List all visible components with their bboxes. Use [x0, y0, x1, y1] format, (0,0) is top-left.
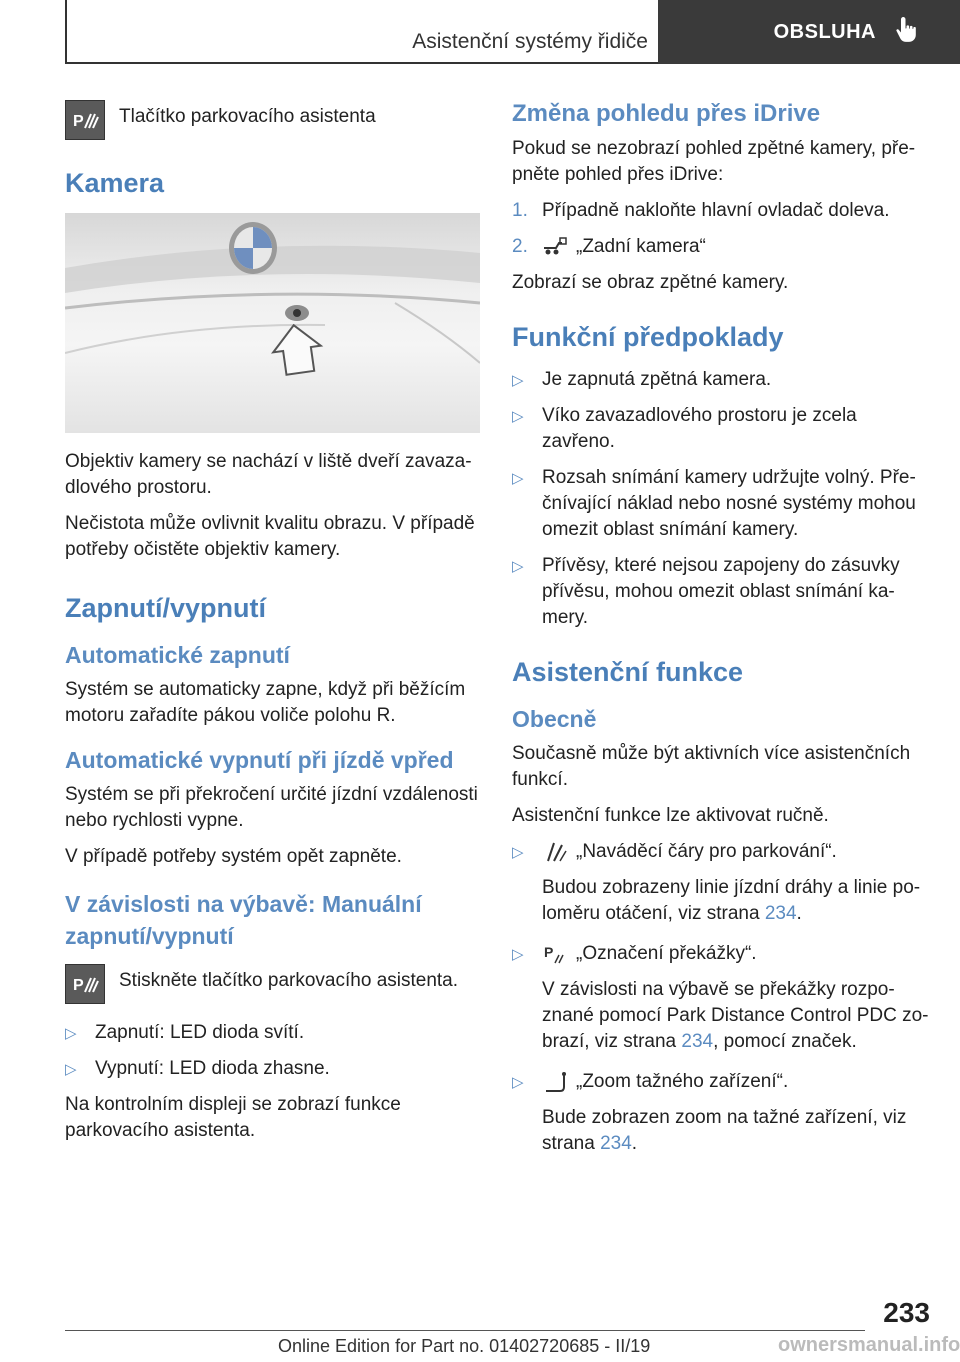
function-description: V závislosti na výbavě se překážky rozpoznané pomocí Park Distance Control PDC zobrazí, viz strana 234, pomocí značek. — [542, 979, 929, 1052]
general-heading: Obecně — [512, 706, 597, 732]
list-item: ▷ Zapnutí: LED dioda svítí. — [65, 1020, 480, 1046]
list-item: ▷ Je zapnutá zpětná kamera. — [512, 367, 932, 393]
watermark: ownersmanual.info — [778, 1334, 960, 1356]
triangle-bullet-icon: ▷ — [65, 1061, 77, 1078]
list-item: 1. Případně nakloňte hlavní ovladač doleva. — [512, 200, 890, 221]
camera-heading: Kamera — [65, 168, 165, 198]
auto-off-text-1: Systém se při překročení určité jízdní vzdálenosti nebo rychlosti vypne. — [65, 784, 478, 831]
idrive-text: Pokud se nezobrazí pohled zpětné kamery, přepněte pohled přes iDrive: — [512, 138, 916, 185]
hand-pointer-icon — [894, 15, 920, 50]
tow-hitch-icon — [542, 1071, 568, 1093]
list-item: ▷ Rozsah snímání kamery udržujte volný. Přečnívající náklad nebo nosné systémy mohou omezit oblast snímání kamery. — [512, 467, 916, 540]
general-text-2: Asistenční funkce lze aktivovat ručně. — [512, 805, 829, 826]
list-item: ▷ „Naváděcí čáry pro parkování“. Budou zobrazeny linie jízdní dráhy a linie poloměru otáčení, viz strana 234. — [512, 839, 932, 927]
header-title: Asistenční systémy řidiče — [412, 30, 648, 53]
triangle-bullet-icon: ▷ — [512, 1074, 524, 1091]
manual-button-text: Stiskněte tlačítko parkovacího asistenta. — [119, 970, 459, 991]
page-link[interactable]: 234 — [681, 1031, 714, 1052]
camera-dirt-text: Nečistota může ovlivnit kvalitu obrazu. V případě potřeby očistěte objektiv kamery. — [65, 513, 475, 560]
auto-on-heading: Automatické zapnutí — [65, 642, 290, 668]
footer-divider — [65, 1330, 865, 1331]
auto-on-text: Systém se automaticky zapne, když při běžícím motoru zařadíte pákou voliče polohu R. — [65, 679, 466, 726]
manual-heading: V závislosti na výbavě: Manuální zapnutí/vypnutí — [65, 891, 422, 949]
list-item: ▷ P „Označení překážky“. V závislosti na výbavě se překážky rozpoznané pomocí Park Distance Control PDC zobrazí, viz strana 234, pomocí značek. — [512, 941, 932, 1055]
display-text: Na kontrolním displeji se zobrazí funkce parkovacího asistenta. — [65, 1094, 401, 1141]
idrive-steps — [512, 198, 932, 260]
assist-functions — [512, 839, 932, 1157]
park-assist-button-icon — [65, 100, 105, 140]
idrive-result: Zobrazí se obraz zpětné kamery. — [512, 272, 789, 293]
assist-heading: Asistenční funkce — [512, 657, 744, 687]
svg-text:P: P — [73, 977, 84, 994]
page-link[interactable]: 234 — [764, 903, 797, 924]
idrive-heading: Změna pohledu přes iDrive — [512, 100, 821, 127]
onoff-heading: Zapnutí/vypnutí — [65, 593, 266, 623]
list-item: ▷ Přívěsy, které nejsou zapojeny do zásuvky přívěsu, mohou omezit oblast snímání kamery. — [512, 555, 900, 628]
right-column — [512, 100, 932, 1167]
triangle-bullet-icon: ▷ — [512, 470, 524, 487]
list-item: ▷ Víko zavazadlového prostoru je zcela zavřeno. — [512, 405, 857, 452]
header-tab — [658, 0, 960, 64]
triangle-bullet-icon: ▷ — [512, 844, 524, 861]
camera-location-text: Objektiv kamery se nachází v liště dveří zavazadlového prostoru. — [65, 451, 472, 498]
park-assist-button-row — [65, 100, 480, 140]
list-item: ▷ „Zoom tažného zařízení“. Bude zobrazen zoom na tažné zařízení, viz strana 234. — [512, 1069, 932, 1157]
manual-bullets — [65, 1020, 480, 1082]
footer-edition: Online Edition for Part no. 01402720685 - II/19 — [278, 1336, 651, 1356]
manual-button-row — [65, 964, 480, 1004]
auto-off-text-2: V případě potřeby systém opět zapněte. — [65, 846, 402, 867]
function-description: Budou zobrazeny linie jízdní dráhy a linie poloměru otáčení, viz strana 234. — [542, 877, 921, 924]
auto-off-heading: Automatické vypnutí při jízdě vpřed — [65, 747, 454, 773]
triangle-bullet-icon: ▷ — [512, 372, 524, 389]
rear-camera-photo — [65, 213, 480, 433]
prereq-bullets — [512, 367, 932, 631]
function-description: Bude zobrazen zoom na tažné zařízení, viz strana 234. — [542, 1107, 907, 1154]
general-text-1: Současně může být aktivních více asistenčních funkcí. — [512, 743, 911, 790]
list-item: ▷ Vypnutí: LED dioda zhasne. — [65, 1056, 480, 1082]
list-item: 2. „Zadní kamera“ — [512, 236, 706, 257]
page-number: 233 — [883, 1297, 930, 1328]
park-assist-button-caption: Tlačítko parkovacího asistenta — [119, 106, 376, 127]
left-column — [65, 100, 480, 1154]
prereq-heading: Funkční předpoklady — [512, 322, 784, 352]
page-link[interactable]: 234 — [600, 1133, 632, 1154]
triangle-bullet-icon: ▷ — [512, 558, 524, 575]
rear-camera-icon — [542, 236, 568, 258]
page-header — [65, 0, 960, 64]
svg-text:P: P — [73, 113, 84, 130]
triangle-bullet-icon: ▷ — [512, 946, 524, 963]
park-assist-button-icon — [65, 964, 105, 1004]
header-tab-label: OBSLUHA — [773, 20, 876, 43]
parking-lines-icon — [542, 841, 568, 863]
triangle-bullet-icon: ▷ — [512, 408, 524, 425]
obstacle-marking-icon — [542, 943, 568, 965]
triangle-bullet-icon: ▷ — [65, 1025, 77, 1042]
svg-text:P: P — [544, 943, 554, 960]
